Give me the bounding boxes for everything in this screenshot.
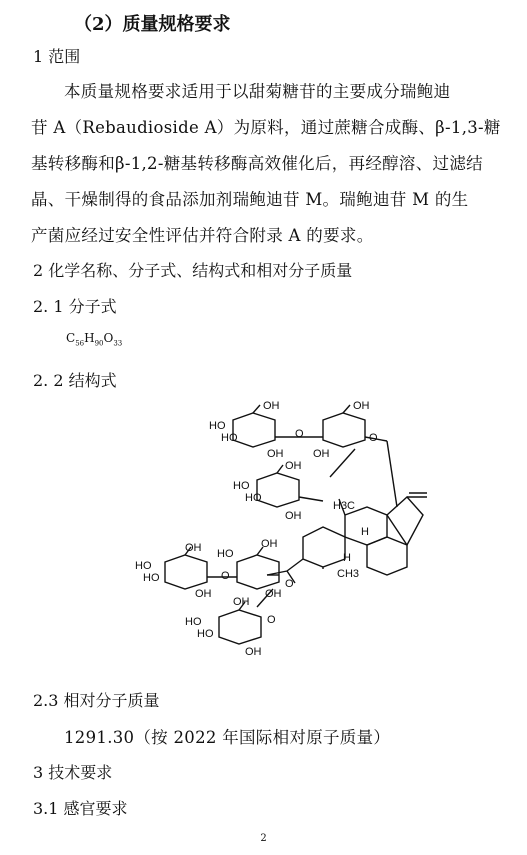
svg-text:OH: OH (233, 596, 250, 608)
svg-text:OH: OH (245, 646, 262, 658)
svg-text:O: O (285, 578, 294, 590)
svg-text:O: O (295, 428, 304, 440)
chem-heading: 2 化学名称、分子式、结构式和相对分子质量 (33, 261, 353, 280)
svg-text:H3C: H3C (333, 500, 356, 512)
svg-text:OH: OH (267, 448, 284, 460)
svg-text:H: H (361, 526, 369, 538)
sensory-heading: 3.1 感官要求 (33, 799, 128, 818)
svg-text:HO: HO (209, 420, 226, 432)
structural-formula-diagram (125, 397, 430, 667)
svg-text:HO: HO (245, 492, 262, 504)
molecular-formula: $C_{56}H_{90}O_{33}$ (66, 331, 123, 348)
svg-text:OH: OH (261, 538, 278, 550)
svg-text:HO: HO (197, 628, 214, 640)
svg-text:OH: OH (263, 400, 280, 412)
svg-text:OH: OH (313, 448, 330, 460)
svg-text:HO: HO (233, 480, 250, 492)
formula-heading: 2. 1 分子式 (33, 297, 117, 316)
page-number: 2 (260, 833, 267, 844)
scope-heading: 1 范围 (33, 47, 81, 66)
svg-text:OH: OH (185, 542, 202, 554)
svg-text:HO: HO (217, 548, 234, 560)
svg-text:O: O (221, 570, 230, 582)
svg-text:OH: OH (265, 588, 282, 600)
scope-line-5: 产菌应经过安全性评估并符合附录 A 的要求。 (31, 226, 374, 245)
svg-text:OH: OH (353, 400, 370, 412)
scope-line-4: 晶、干燥制得的食品添加剂瑞鲍迪苷 M。瑞鲍迪苷 M 的生 (31, 190, 469, 209)
svg-text:OH: OH (285, 460, 302, 472)
mass-heading: 2.3 相对分子质量 (33, 691, 160, 710)
svg-text:HO: HO (135, 560, 152, 572)
svg-text:HO: HO (221, 432, 238, 444)
svg-text:CH3: CH3 (337, 568, 360, 580)
structure-heading: 2. 2 结构式 (33, 371, 117, 390)
svg-text:HO: HO (185, 616, 202, 628)
svg-text:O: O (267, 614, 276, 626)
svg-text:HO: HO (143, 572, 160, 584)
scope-line-2: 苷 A（Rebaudioside A）为原料，通过蔗糖合成酶、β-1,3-糖 (31, 118, 501, 137)
scope-line-3: 基转移酶和β-1,2-糖基转移酶高效催化后，再经醇溶、过滤结 (31, 154, 483, 173)
svg-text:OH: OH (195, 588, 212, 600)
scope-line-1: 本质量规格要求适用于以甜菊糖苷的主要成分瑞鲍迪 (64, 82, 451, 101)
molecular-mass: 1291.30（按 2022 年国际相对原子质量） (64, 728, 391, 747)
svg-text:H: H (343, 552, 351, 564)
svg-text:OH: OH (285, 510, 302, 522)
tech-heading: 3 技术要求 (33, 763, 113, 782)
section-title: （2）质量规格要求 (74, 14, 231, 35)
svg-text:O: O (369, 432, 378, 444)
